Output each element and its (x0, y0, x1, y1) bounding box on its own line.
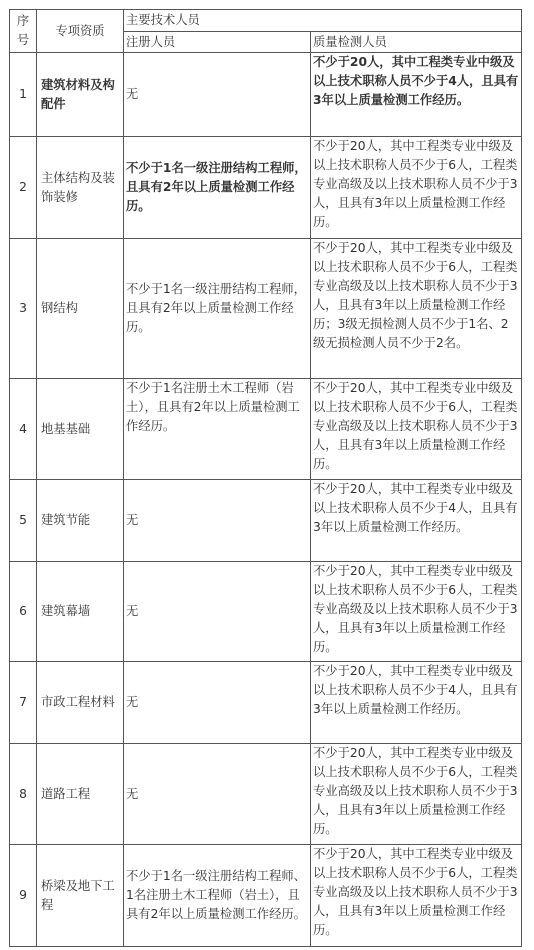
row-registered: 无 (124, 662, 311, 744)
header-row-1 (10, 10, 522, 32)
row-inspection: 不少于20人，其中工程类专业中级及以上技术职称人员不少于6人，工程类专业高级及以上技术职称人员不少于3人，且具有3年以上质量检测工作经历。 (311, 562, 522, 662)
row-registered: 不少于1名一级注册结构工程师，且具有2年以上质量检测工作经历。 (124, 239, 311, 379)
row-category: 地基基础 (37, 379, 124, 480)
row-registered: 无 (124, 53, 311, 137)
row-seq: 7 (10, 662, 37, 744)
row-seq: 5 (10, 480, 37, 562)
row-seq: 8 (10, 744, 37, 845)
row-inspection: 不少于20人，其中工程类专业中级及以上技术职称人员不少于4人，且具有3年以上质量检测工作经历。 (311, 662, 522, 744)
header-main-staff: 主要技术人员 (124, 10, 522, 32)
row-category: 钢结构 (37, 239, 124, 379)
row-seq: 2 (10, 137, 37, 239)
table-row (10, 379, 522, 480)
header-inspection: 质量检测人员 (311, 32, 522, 53)
table-row (10, 239, 522, 379)
row-inspection: 不少于20人，其中工程类专业中级及以上技术职称人员不少于6人，工程类专业高级及以上技术职称人员不少于3人，且具有3年以上质量检测工作经历。 (311, 845, 522, 947)
row-inspection: 不少于20人，其中工程类专业中级及以上技术职称人员不少于6人，工程类专业高级及以上技术职称人员不少于3人，且具有3年以上质量检测工作经历。 (311, 379, 522, 480)
table-row (10, 662, 522, 744)
row-registered: 无 (124, 562, 311, 662)
row-registered: 无 (124, 744, 311, 845)
table-row (10, 480, 522, 562)
row-seq: 4 (10, 379, 37, 480)
row-inspection: 不少于20人，其中工程类专业中级及以上技术职称人员不少于4人，且具有3年以上质量检测工作经历。 (311, 480, 522, 562)
table-row (10, 562, 522, 662)
row-inspection: 不少于20人，其中工程类专业中级及以上技术职称人员不少于4人，且具有3年以上质量检测工作经历。 (311, 53, 522, 137)
row-category: 市政工程材料 (37, 662, 124, 744)
row-inspection: 不少于20人，其中工程类专业中级及以上技术职称人员不少于6人，工程类专业高级及以上技术职称人员不少于3人，且具有3年以上质量检测工作经历；3级无损检测人员不少于1名、2级无损检测人员不少于2名。 (311, 239, 522, 379)
row-seq: 3 (10, 239, 37, 379)
table-row (10, 744, 522, 845)
row-inspection: 不少于20人，其中工程类专业中级及以上技术职称人员不少于6人，工程类专业高级及以上技术职称人员不少于3人，且具有3年以上质量检测工作经历。 (311, 137, 522, 239)
row-category: 道路工程 (37, 744, 124, 845)
table-row (10, 845, 522, 947)
row-category: 建筑节能 (37, 480, 124, 562)
row-registered: 不少于1名注册土木工程师（岩土），且具有2年以上质量检测工作经历。 (124, 379, 311, 480)
row-category: 桥梁及地下工程 (37, 845, 124, 947)
row-seq: 1 (10, 53, 37, 137)
row-registered: 无 (124, 480, 311, 562)
row-registered: 不少于1名一级注册结构工程师、1名注册土木工程师（岩土），且具有2年以上质量检测工作经历。 (124, 845, 311, 947)
qualification-table (9, 9, 522, 947)
row-inspection: 不少于20人，其中工程类专业中级及以上技术职称人员不少于6人，工程类专业高级及以上技术职称人员不少于3人，且具有3年以上质量检测工作经历。 (311, 744, 522, 845)
row-category: 建筑幕墙 (37, 562, 124, 662)
row-seq: 9 (10, 845, 37, 947)
header-category: 专项资质 (37, 10, 124, 53)
header-registered: 注册人员 (124, 32, 311, 53)
table-row (10, 137, 522, 239)
row-seq: 6 (10, 562, 37, 662)
row-registered: 不少于1名一级注册结构工程师，且具有2年以上质量检测工作经历。 (124, 137, 311, 239)
table-row (10, 53, 522, 137)
row-category: 建筑材料及构配件 (37, 53, 124, 137)
row-category: 主体结构及装饰装修 (37, 137, 124, 239)
header-seq: 序号 (10, 10, 37, 53)
